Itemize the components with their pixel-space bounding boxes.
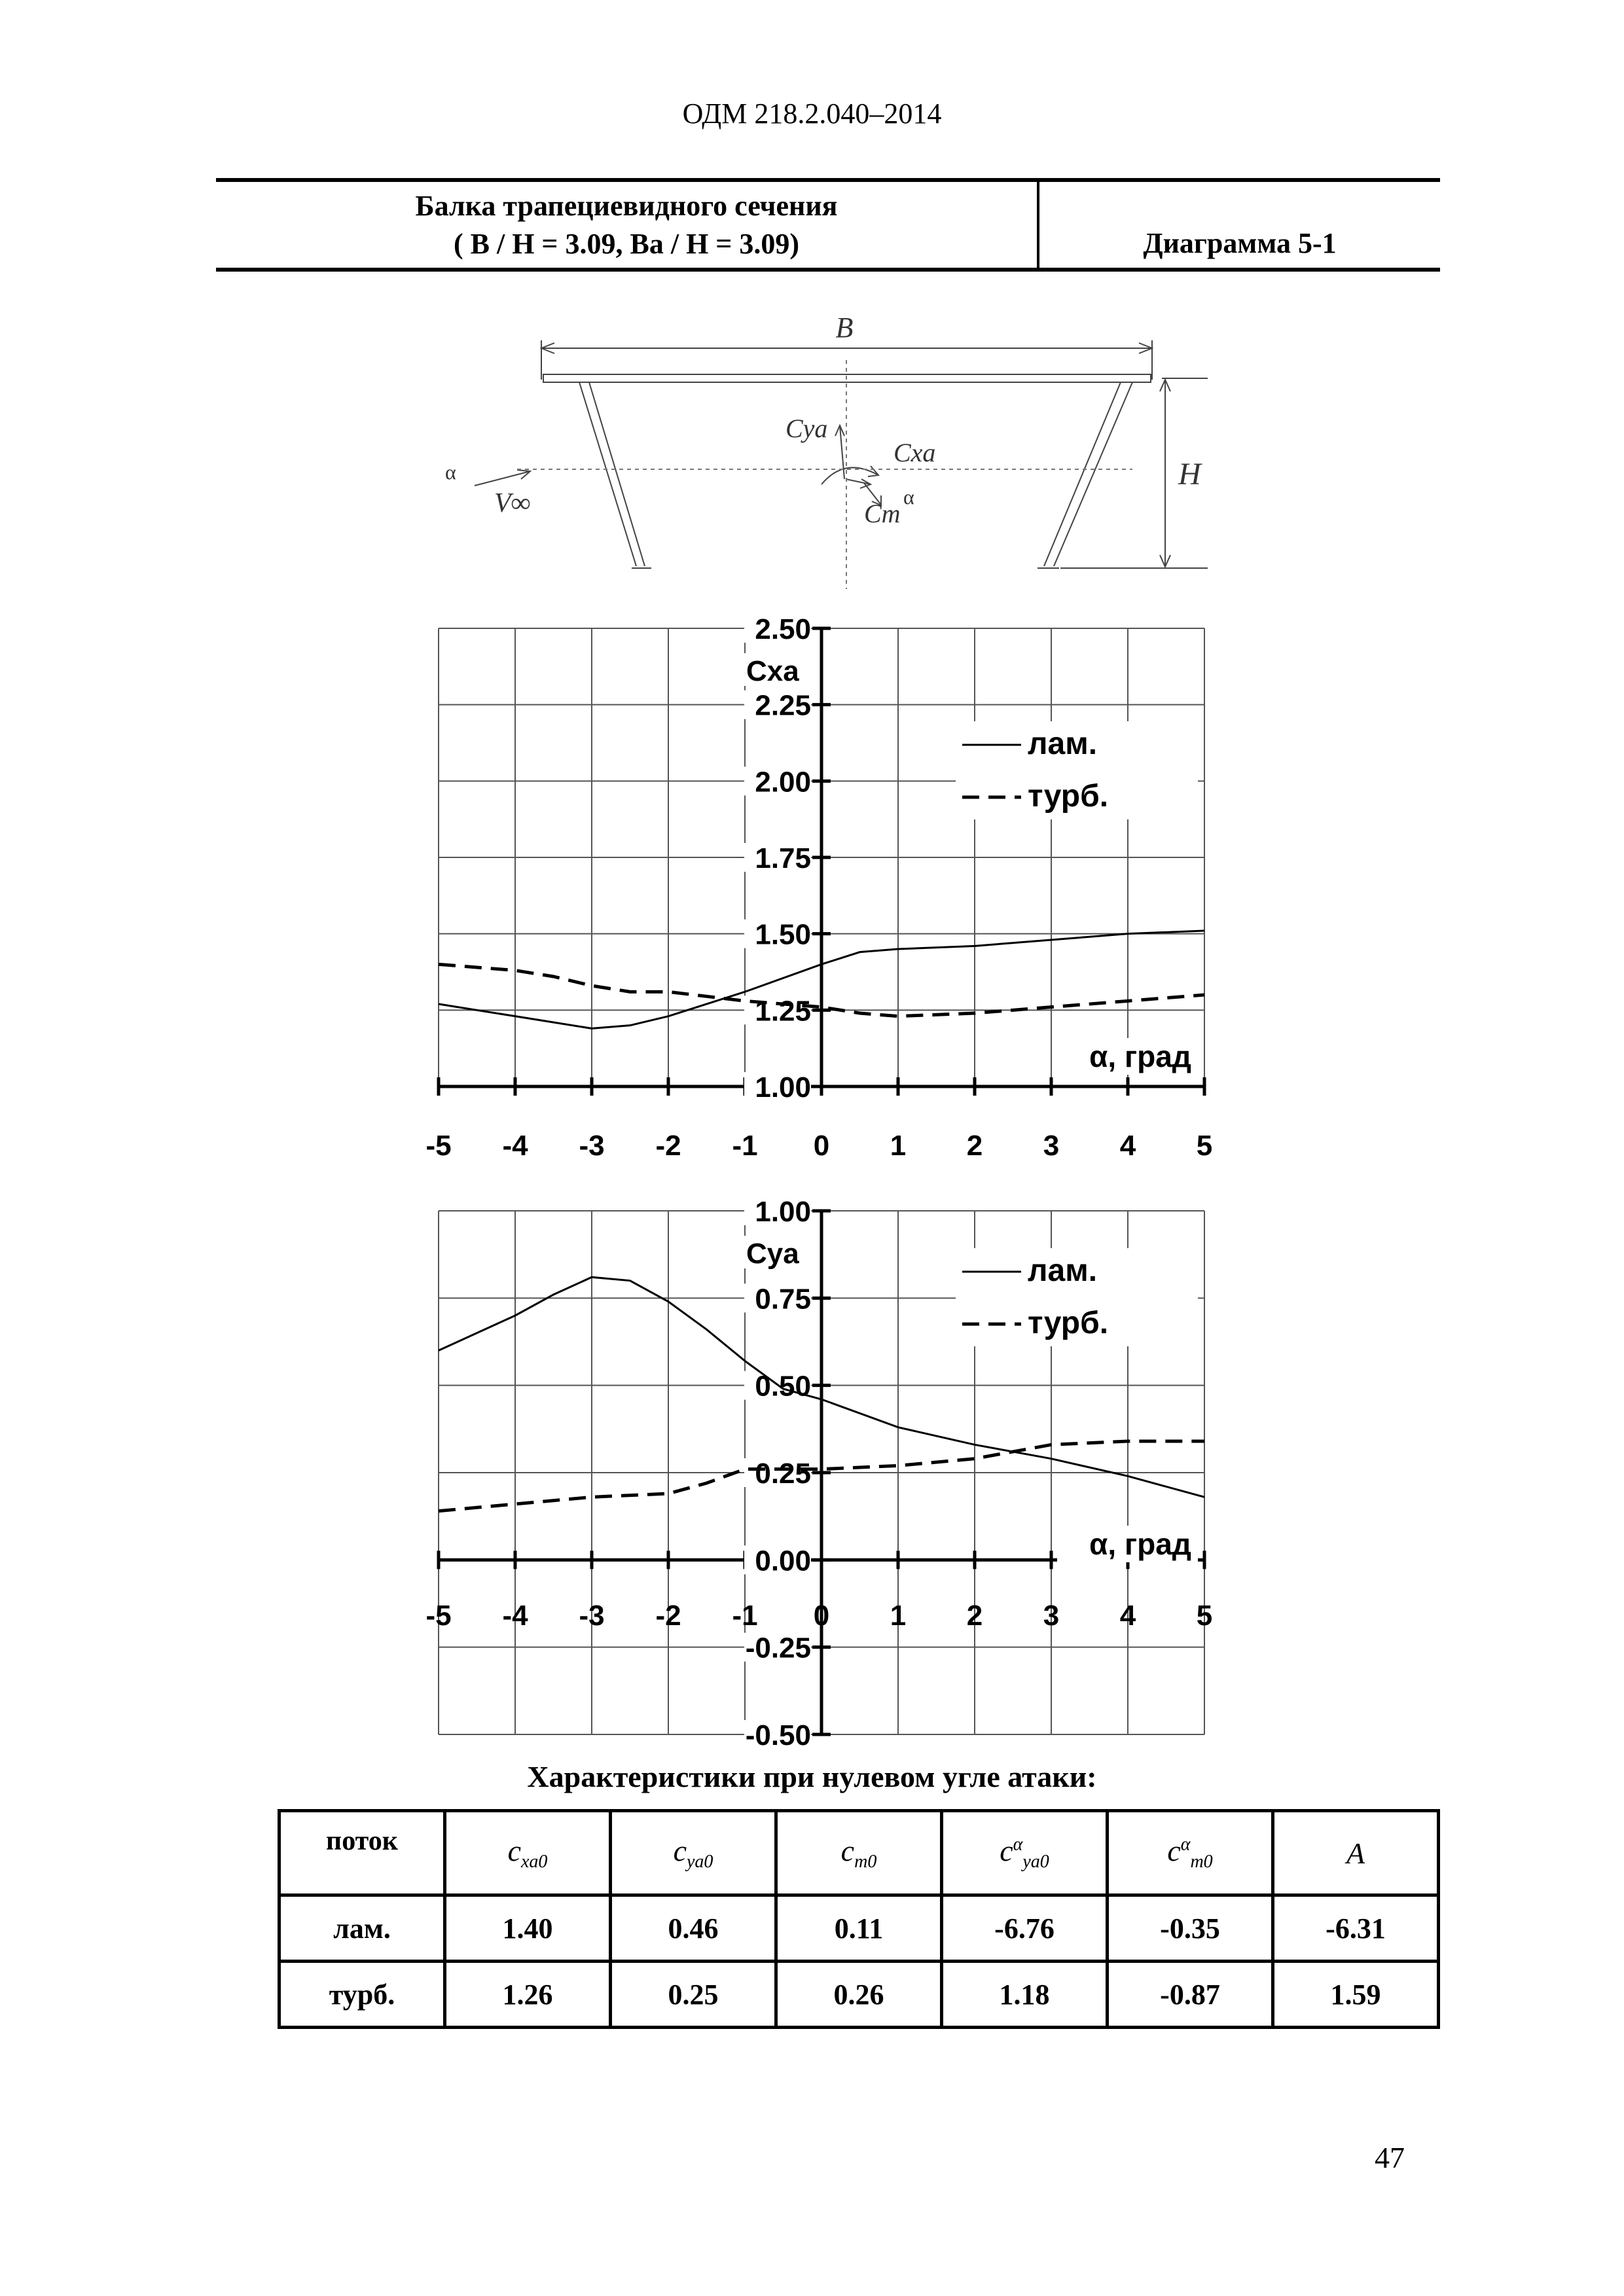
header-cm0: $c_{m0}$ — [776, 1811, 942, 1895]
legend-label: турб. — [1028, 779, 1109, 814]
x-tick-label: 2 — [966, 1130, 983, 1162]
y-axis-label: Cya — [746, 1238, 799, 1270]
y-tick-label: 2.00 — [755, 766, 811, 798]
page-number: 47 — [1375, 2141, 1405, 2174]
zero-angle-characteristics-table — [278, 1809, 1440, 2029]
legend-label: лам. — [1028, 726, 1098, 761]
label-cxa: Cxa — [893, 438, 936, 467]
y-tick-label: 1.00 — [755, 1071, 811, 1103]
y-tick-label: 0.75 — [755, 1283, 811, 1316]
label-alpha-2: α — [903, 485, 914, 509]
y-tick-label: 2.25 — [755, 689, 811, 722]
x-tick-label: 0 — [813, 1130, 830, 1162]
x-tick-label: -4 — [502, 1130, 528, 1162]
x-tick-label: 5 — [1196, 1130, 1213, 1162]
cell: 0.46 — [611, 1895, 776, 1962]
label-cya: Cya — [785, 414, 828, 443]
cell: 1.59 — [1273, 1962, 1439, 2028]
cell: -0.35 — [1108, 1895, 1273, 1962]
cell: 0.11 — [776, 1895, 942, 1962]
x-axis-label: α, град — [1089, 1527, 1191, 1561]
label-v-inf: V∞ — [494, 488, 531, 518]
y-tick-label: 0.00 — [755, 1545, 811, 1577]
label-alpha: α — [445, 460, 456, 484]
document-code: ОДМ 218.2.040–2014 — [682, 98, 942, 130]
x-tick-label: 3 — [1043, 1130, 1060, 1162]
y-tick-label: 1.00 — [755, 1198, 811, 1228]
cell: 0.25 — [611, 1962, 776, 2028]
x-tick-label: -3 — [579, 1600, 605, 1632]
diagram-title — [216, 182, 1039, 268]
x-tick-label: 1 — [890, 1600, 907, 1632]
x-tick-label: -2 — [655, 1130, 681, 1162]
cell: -6.31 — [1273, 1895, 1439, 1962]
x-tick-label: 1 — [890, 1130, 907, 1162]
cell: -0.87 — [1108, 1962, 1273, 2028]
table-header-row — [280, 1811, 1439, 1895]
header-flow: поток — [280, 1811, 445, 1895]
label-cm: Cm — [864, 499, 901, 528]
x-tick-label: -4 — [502, 1600, 528, 1632]
x-axis-label: α, град — [1089, 1039, 1191, 1073]
table-caption: Характеристики при нулевом угле атаки: — [527, 1760, 1097, 1793]
cell: -6.76 — [942, 1895, 1108, 1962]
title-line-2: ( B / H = 3.09, Bа / H = 3.09) — [453, 228, 800, 260]
x-tick-label: 0 — [813, 1600, 830, 1632]
diagram-header — [216, 178, 1440, 272]
x-tick-label: 3 — [1043, 1600, 1060, 1632]
cell: 1.18 — [942, 1962, 1108, 2028]
x-tick-label: 4 — [1119, 1130, 1136, 1162]
x-tick-label: -5 — [425, 1600, 452, 1632]
x-tick-label: 5 — [1196, 1600, 1213, 1632]
cell: 1.40 — [445, 1895, 611, 1962]
header-cya0: $c_{ya0}$ — [611, 1811, 776, 1895]
x-tick-label: 4 — [1119, 1600, 1136, 1632]
table-row — [280, 1895, 1439, 1962]
y-tick-label: -0.50 — [745, 1719, 811, 1751]
y-tick-label: 0.25 — [755, 1458, 811, 1490]
y-axis-label: Cxa — [746, 655, 799, 687]
x-tick-label: -2 — [655, 1600, 681, 1632]
y-tick-label: 1.75 — [755, 842, 811, 874]
legend-label: турб. — [1028, 1306, 1109, 1340]
x-tick-label: -3 — [579, 1130, 605, 1162]
cya-chart — [419, 1198, 1231, 1761]
label-H: H — [1178, 457, 1201, 492]
y-tick-label: 0.50 — [755, 1370, 811, 1403]
cell: 0.26 — [776, 1962, 942, 2028]
x-tick-label: -5 — [425, 1130, 452, 1162]
label-B: B — [835, 312, 854, 344]
y-tick-label: 1.25 — [755, 995, 811, 1028]
table-row — [280, 1962, 1439, 2028]
legend-label: лам. — [1028, 1253, 1098, 1288]
cell: лам. — [280, 1895, 445, 1962]
header-cya0-alpha: $c^\alpha_{ya0}$ — [942, 1811, 1108, 1895]
title-line-1: Балка трапециевидного сечения — [415, 190, 838, 222]
x-tick-label: -1 — [732, 1130, 758, 1162]
cxa-chart — [419, 615, 1231, 1178]
beam-section-sketch — [419, 308, 1244, 596]
x-tick-label: 2 — [966, 1600, 983, 1632]
header-cxa0: $c_{xa0}$ — [445, 1811, 611, 1895]
y-tick-label: 2.50 — [755, 615, 811, 645]
cell: 1.26 — [445, 1962, 611, 2028]
header-cm0-alpha: $c^\alpha_{m0}$ — [1108, 1811, 1273, 1895]
header-A: A — [1273, 1811, 1439, 1895]
diagram-label: Диаграмма 5-1 — [1143, 227, 1337, 259]
x-tick-label: -1 — [732, 1600, 758, 1632]
y-tick-label: 1.50 — [755, 918, 811, 951]
y-tick-label: -0.25 — [745, 1632, 811, 1664]
cell: турб. — [280, 1962, 445, 2028]
